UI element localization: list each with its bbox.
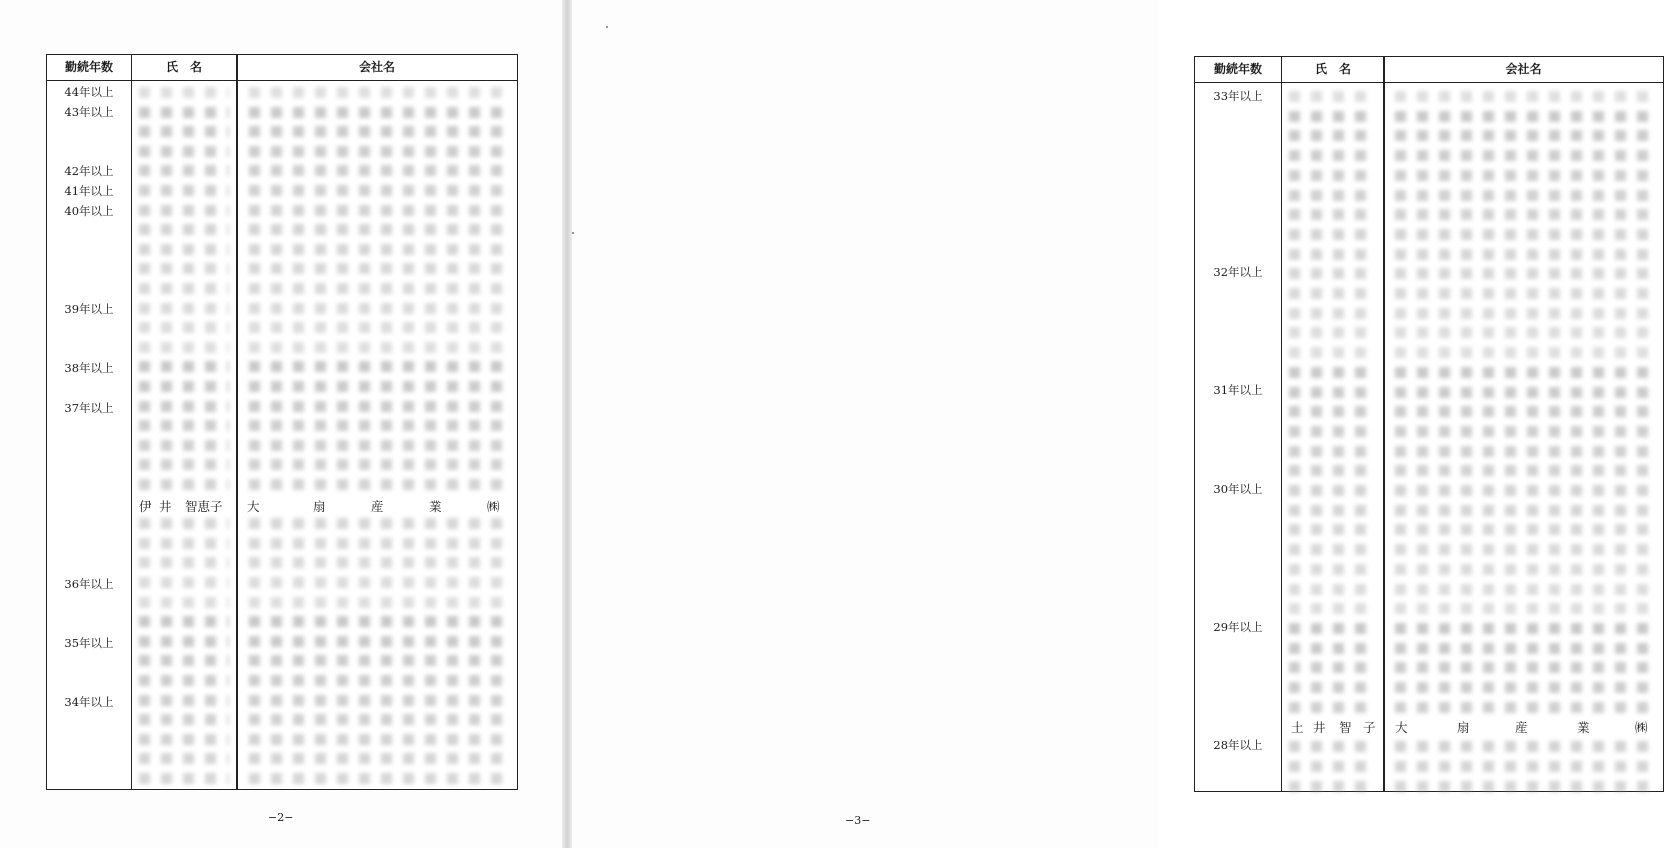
redacted-row xyxy=(249,205,505,216)
redacted-row xyxy=(249,244,505,255)
year-label: 39年以上 xyxy=(64,302,114,316)
redacted-row xyxy=(1395,623,1651,634)
redacted-row xyxy=(1395,505,1651,516)
year-label: 35年以上 xyxy=(64,636,114,650)
highlight-name-char: 子 xyxy=(1363,720,1376,735)
redacted-row xyxy=(249,538,505,549)
scan-speck xyxy=(572,232,574,234)
redacted-row xyxy=(1289,347,1375,358)
redacted-row xyxy=(1289,288,1375,299)
year-label: 28年以上 xyxy=(1213,738,1263,752)
redacted-row xyxy=(139,381,229,392)
redacted-row xyxy=(249,773,505,784)
column-divider xyxy=(1281,57,1282,791)
redacted-row xyxy=(249,420,505,431)
page-number: −3− xyxy=(845,814,871,827)
redacted-row xyxy=(139,224,229,235)
redacted-row xyxy=(1395,91,1651,102)
redacted-row xyxy=(139,205,229,216)
redacted-row xyxy=(1289,446,1375,457)
redacted-row xyxy=(1289,229,1375,240)
redacted-row xyxy=(1289,170,1375,181)
redacted-row xyxy=(139,695,229,706)
redacted-row xyxy=(139,401,229,412)
highlight-name-char: 伊 xyxy=(139,499,152,514)
table-left xyxy=(46,54,518,790)
redacted-row xyxy=(1395,643,1651,654)
redacted-row xyxy=(1395,446,1651,457)
scan-speck xyxy=(606,26,608,28)
year-label: 33年以上 xyxy=(1213,89,1263,103)
year-label: 36年以上 xyxy=(64,577,114,591)
redacted-row xyxy=(1395,485,1651,496)
book-gutter xyxy=(562,0,572,848)
redacted-row xyxy=(1289,761,1375,772)
redacted-row xyxy=(139,361,229,372)
redacted-row xyxy=(1395,130,1651,141)
redacted-row xyxy=(1395,288,1651,299)
redacted-row xyxy=(249,224,505,235)
redacted-row xyxy=(1289,426,1375,437)
redacted-row xyxy=(249,146,505,157)
table-header xyxy=(47,55,517,81)
redacted-row xyxy=(1395,229,1651,240)
redacted-row xyxy=(139,479,229,490)
highlight-name-char: 土 xyxy=(1291,720,1304,735)
redacted-row xyxy=(1289,643,1375,654)
redacted-row xyxy=(139,616,229,627)
header-years: 勤続年数 xyxy=(64,60,113,74)
highlight-company-char: 業 xyxy=(1577,720,1590,735)
highlight-company-char: 扇 xyxy=(313,499,326,514)
redacted-row xyxy=(1395,406,1651,417)
redacted-row xyxy=(249,107,505,118)
page-left xyxy=(0,0,562,848)
redacted-row xyxy=(139,322,229,333)
redacted-row xyxy=(1289,702,1375,713)
redacted-row xyxy=(139,107,229,118)
redacted-row xyxy=(139,597,229,608)
redacted-row xyxy=(1395,781,1651,792)
redacted-row xyxy=(249,557,505,568)
redacted-row xyxy=(139,283,229,294)
redacted-row xyxy=(139,126,229,137)
redacted-row xyxy=(1395,387,1651,398)
year-label: 29年以上 xyxy=(1213,620,1263,634)
redacted-row xyxy=(139,773,229,784)
redacted-row xyxy=(139,518,229,529)
redacted-row xyxy=(139,753,229,764)
year-label: 34年以上 xyxy=(64,695,114,709)
year-label: 38年以上 xyxy=(64,361,114,375)
redacted-row xyxy=(249,322,505,333)
year-label: 42年以上 xyxy=(64,164,114,178)
redacted-row xyxy=(249,361,505,372)
redacted-row xyxy=(1395,662,1651,673)
redacted-row xyxy=(139,577,229,588)
year-label: 44年以上 xyxy=(64,85,114,99)
redacted-row xyxy=(1395,465,1651,476)
highlight-name-char: 智 xyxy=(1339,720,1352,735)
redacted-row xyxy=(1289,406,1375,417)
redacted-row xyxy=(1395,367,1651,378)
highlight-company-char: 大 xyxy=(247,499,260,514)
redacted-row xyxy=(1289,150,1375,161)
highlight-company-char: 産 xyxy=(1515,720,1528,735)
redacted-row xyxy=(1289,111,1375,122)
redacted-row xyxy=(1395,761,1651,772)
redacted-row xyxy=(1289,781,1375,792)
redacted-row xyxy=(1289,524,1375,535)
redacted-row xyxy=(1395,308,1651,319)
highlight-name-char: 井 xyxy=(1313,720,1326,735)
redacted-row xyxy=(139,734,229,745)
redacted-row xyxy=(1395,347,1651,358)
column-divider xyxy=(131,55,132,789)
highlight-company-char: 業 xyxy=(429,499,442,514)
redacted-row xyxy=(249,597,505,608)
redacted-row xyxy=(249,655,505,666)
redacted-row xyxy=(1395,190,1651,201)
redacted-row xyxy=(249,734,505,745)
year-label: 41年以上 xyxy=(64,184,114,198)
redacted-row xyxy=(249,401,505,412)
redacted-row xyxy=(1289,584,1375,595)
redacted-row xyxy=(139,165,229,176)
year-label: 31年以上 xyxy=(1213,383,1263,397)
header-name: 氏 名 xyxy=(1314,62,1351,76)
redacted-row xyxy=(1289,465,1375,476)
redacted-row xyxy=(1289,662,1375,673)
redacted-row xyxy=(1395,170,1651,181)
column-divider xyxy=(1383,57,1385,791)
highlight-company-char: 産 xyxy=(371,499,384,514)
highlight-name-char: 智恵子 xyxy=(185,499,223,514)
redacted-row xyxy=(249,283,505,294)
header-company: 会社名 xyxy=(358,60,395,74)
redacted-row xyxy=(249,714,505,725)
table-header xyxy=(1195,57,1663,83)
redacted-row xyxy=(139,675,229,686)
redacted-row xyxy=(1395,682,1651,693)
highlight-company-char: ㈱ xyxy=(487,499,500,514)
redacted-row xyxy=(249,87,505,98)
redacted-row xyxy=(1395,603,1651,614)
column-divider xyxy=(236,55,238,789)
redacted-row xyxy=(249,636,505,647)
redacted-row xyxy=(139,303,229,314)
redacted-row xyxy=(249,459,505,470)
redacted-row xyxy=(249,695,505,706)
redacted-row xyxy=(1395,111,1651,122)
header-name: 氏 名 xyxy=(165,60,202,74)
redacted-row xyxy=(1289,209,1375,220)
highlight-company-char: 大 xyxy=(1395,720,1408,735)
redacted-row xyxy=(1289,367,1375,378)
redacted-row xyxy=(1289,91,1375,102)
redacted-row xyxy=(249,675,505,686)
redacted-row xyxy=(139,636,229,647)
redacted-row xyxy=(1289,682,1375,693)
redacted-row xyxy=(249,165,505,176)
redacted-row xyxy=(1289,190,1375,201)
redacted-row xyxy=(249,479,505,490)
redacted-row xyxy=(249,126,505,137)
redacted-row xyxy=(1395,426,1651,437)
redacted-row xyxy=(1289,308,1375,319)
year-label: 30年以上 xyxy=(1213,482,1263,496)
redacted-row xyxy=(139,655,229,666)
redacted-row xyxy=(139,557,229,568)
redacted-row xyxy=(1289,327,1375,338)
redacted-row xyxy=(139,459,229,470)
redacted-row xyxy=(139,146,229,157)
redacted-row xyxy=(1395,524,1651,535)
redacted-row xyxy=(249,577,505,588)
year-label: 40年以上 xyxy=(64,204,114,218)
page-right xyxy=(572,0,1648,848)
highlight-company-char: ㈱ xyxy=(1635,720,1648,735)
redacted-row xyxy=(139,420,229,431)
redacted-row xyxy=(139,263,229,274)
redacted-row xyxy=(249,263,505,274)
redacted-row xyxy=(249,303,505,314)
redacted-row xyxy=(1395,209,1651,220)
header-company: 会社名 xyxy=(1505,62,1542,76)
year-label: 32年以上 xyxy=(1213,265,1263,279)
redacted-row xyxy=(1289,387,1375,398)
year-label: 37年以上 xyxy=(64,401,114,415)
redacted-row xyxy=(249,185,505,196)
redacted-row xyxy=(1395,584,1651,595)
redacted-row xyxy=(139,440,229,451)
redacted-row xyxy=(249,342,505,353)
redacted-row xyxy=(249,753,505,764)
redacted-row xyxy=(139,244,229,255)
page-number: −2− xyxy=(268,811,294,824)
redacted-row xyxy=(139,538,229,549)
redacted-row xyxy=(1395,702,1651,713)
redacted-row xyxy=(1395,150,1651,161)
redacted-row xyxy=(249,440,505,451)
redacted-row xyxy=(1395,741,1651,752)
redacted-row xyxy=(1289,130,1375,141)
redacted-row xyxy=(1289,741,1375,752)
redacted-row xyxy=(1395,249,1651,260)
redacted-row xyxy=(139,87,229,98)
redacted-row xyxy=(139,185,229,196)
redacted-row xyxy=(1289,603,1375,614)
highlight-name-char: 井 xyxy=(159,499,172,514)
redacted-row xyxy=(1289,249,1375,260)
redacted-row xyxy=(1289,544,1375,555)
redacted-row xyxy=(1395,564,1651,575)
redacted-row xyxy=(1395,544,1651,555)
redacted-row xyxy=(1395,327,1651,338)
redacted-row xyxy=(1289,485,1375,496)
redacted-row xyxy=(139,342,229,353)
header-years: 勤続年数 xyxy=(1213,62,1262,76)
redacted-row xyxy=(139,714,229,725)
redacted-row xyxy=(249,616,505,627)
redacted-row xyxy=(249,518,505,529)
redacted-row xyxy=(1395,268,1651,279)
redacted-row xyxy=(1289,268,1375,279)
table-right xyxy=(1194,56,1664,792)
year-label: 43年以上 xyxy=(64,105,114,119)
redacted-row xyxy=(1289,564,1375,575)
highlight-company-char: 扇 xyxy=(1457,720,1470,735)
redacted-row xyxy=(249,381,505,392)
redacted-row xyxy=(1289,623,1375,634)
redacted-row xyxy=(1289,505,1375,516)
